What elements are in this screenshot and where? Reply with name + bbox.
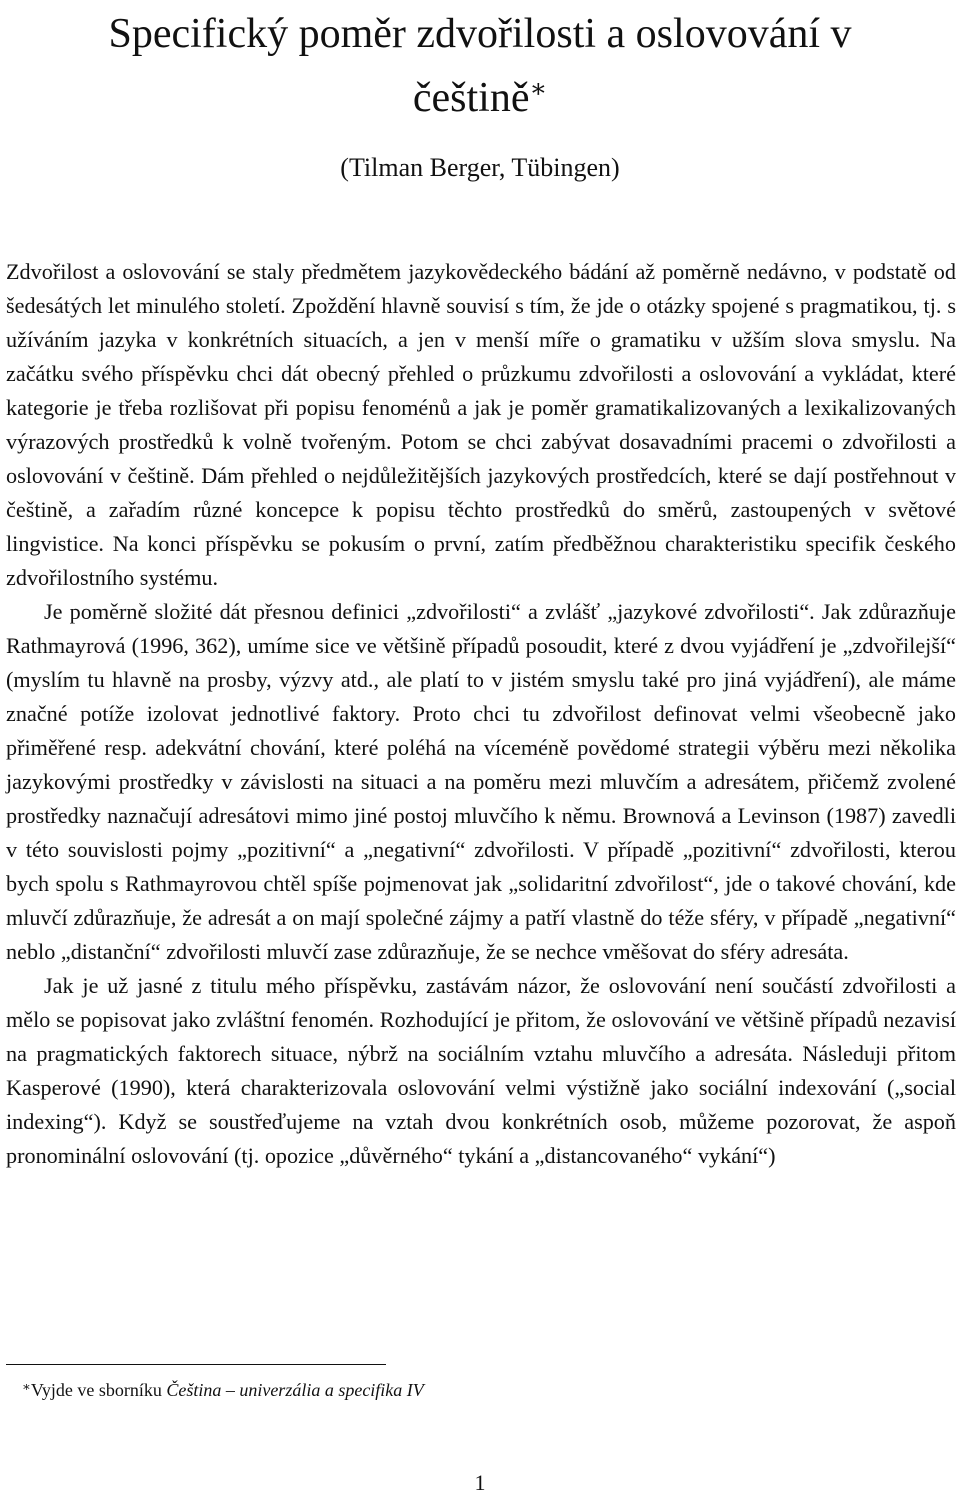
page-number: 1 [474, 1470, 486, 1495]
title-line-1: Specifický poměr zdvořilosti a oslovování v [108, 11, 852, 57]
author-line: (Tilman Berger, Tübingen) [340, 153, 620, 182]
paragraph-3: Jak je už jasné z titulu mého příspěvku, zastávám názor, že oslovování není součástí zdvořilosti a mělo se popisovat jako zvláštní fenomén. Rozhodující je přitom, že oslovování ve většině případů nezavisí na pragmatických faktorech situace, nýbrž na sociálním vztahu mluvčího a adresáta. Následuji přitom Kasperové (1990), která charakterizovala oslovování velmi výstižně jako sociální indexování („social indexing“). Když se soustřeďujeme na vztah dvou konkrétních osob, můžeme pozorovat, že aspoň pronominální oslovování (tj. opozice „důvěrného“ tykání a „distancovaného“ vykání“) [6, 973, 956, 1168]
title-line-2-text: češtině [412, 75, 530, 121]
body-text [6, 255, 956, 1173]
paper-title [0, 0, 960, 130]
paragraph-1: Zdvořilost a oslovování se staly předmětem jazykovědeckého bádání až poměrně nedávno, v podstatě od šedesátých let minulého století. Zpoždění hlavně souvisí s tím, že jde o otázky spojené s pragmatikou, tj. s užíváním jazyka v konkrétních situacích, a jen v menší míře o gramatiku v užším slova smyslu. Na začátku svého příspěvku chci dát obecný přehled o průzkumu zdvořilosti a oslovování a vykládat, které kategorie je třeba rozlišovat při popisu fenoménů a jak je poměr gramatikalizovaných a lexikalizovaných výrazových prostředků k volně tvořeným. Potom se chci zabývat dosavadními pracemi o zdvořilosti a oslovování v češtině. Dám přehled o nejdůležitějších jazykových prostředcích, které se dají postřehnout v češtině, a zařadím různé koncepce k popisu těchto prostředků do směrů, zastoupených v světové lingvistice. Na konci příspěvku se pokusím o první, zatím předběžnou charakteristiku specifik českého zdvořilostního systému. [6, 259, 956, 590]
paragraph-2: Je poměrně složité dát přesnou definici „zdvořilosti“ a zvlášť „jazykové zdvořilosti“. Jak zdůrazňuje Rathmayrová (1996, 362), umíme sice ve většině případů posoudit, které z dvou vyjádření je „zdvořilejší“ (myslím tu hlavně na prosby, výzvy atd., ale platí to v jistém smyslu také pro jiná vyjádření), ale máme značné potíže izolovat jednotlivé faktory. Proto chci tu zdvořilost definovat velmi všeobecně jako přiměřené resp. adekvátní chování, které poléhá na víceméně povědomé strategii výběru mezi několika jazykovými prostředky v závislosti na situaci a na poměru mezi mluvčím a adresátem, přičemž zvolené prostředky naznačují adresátovi mimo jiné postoj mluvčího k němu. Brownová a Levinson (1987) zavedli v této souvislosti pojmy „pozitivní“ a „negativní“ zdvořilosti. V případě „pozitivní“ zdvořilosti, kterou bych spolu s Rathmayrovou chtěl spíše pojmenovat jak „solidaritní zdvořilost“, jde o takové chování, kde mluvčí zdůrazňuje, že adresát a on mají společné zájmy a patří vlastně do téže sféry, v případě „negativní“ neblo „distanční“ zdvořilosti mluvčí zase zdůrazňuje, že se nechce vměšovat do sféry adresáta. [6, 599, 956, 964]
title-footnote-marker: ∗ [529, 74, 548, 103]
footnote-divider [6, 1364, 386, 1365]
footnote-marker: ∗ [22, 1379, 31, 1394]
footnote [22, 1374, 424, 1403]
footnote-italic-title: Čeština – univerzália a specifika IV [166, 1380, 424, 1400]
footnote-text: Vyjde ve sborníku [30, 1380, 167, 1400]
title-line-2 [0, 66, 960, 130]
